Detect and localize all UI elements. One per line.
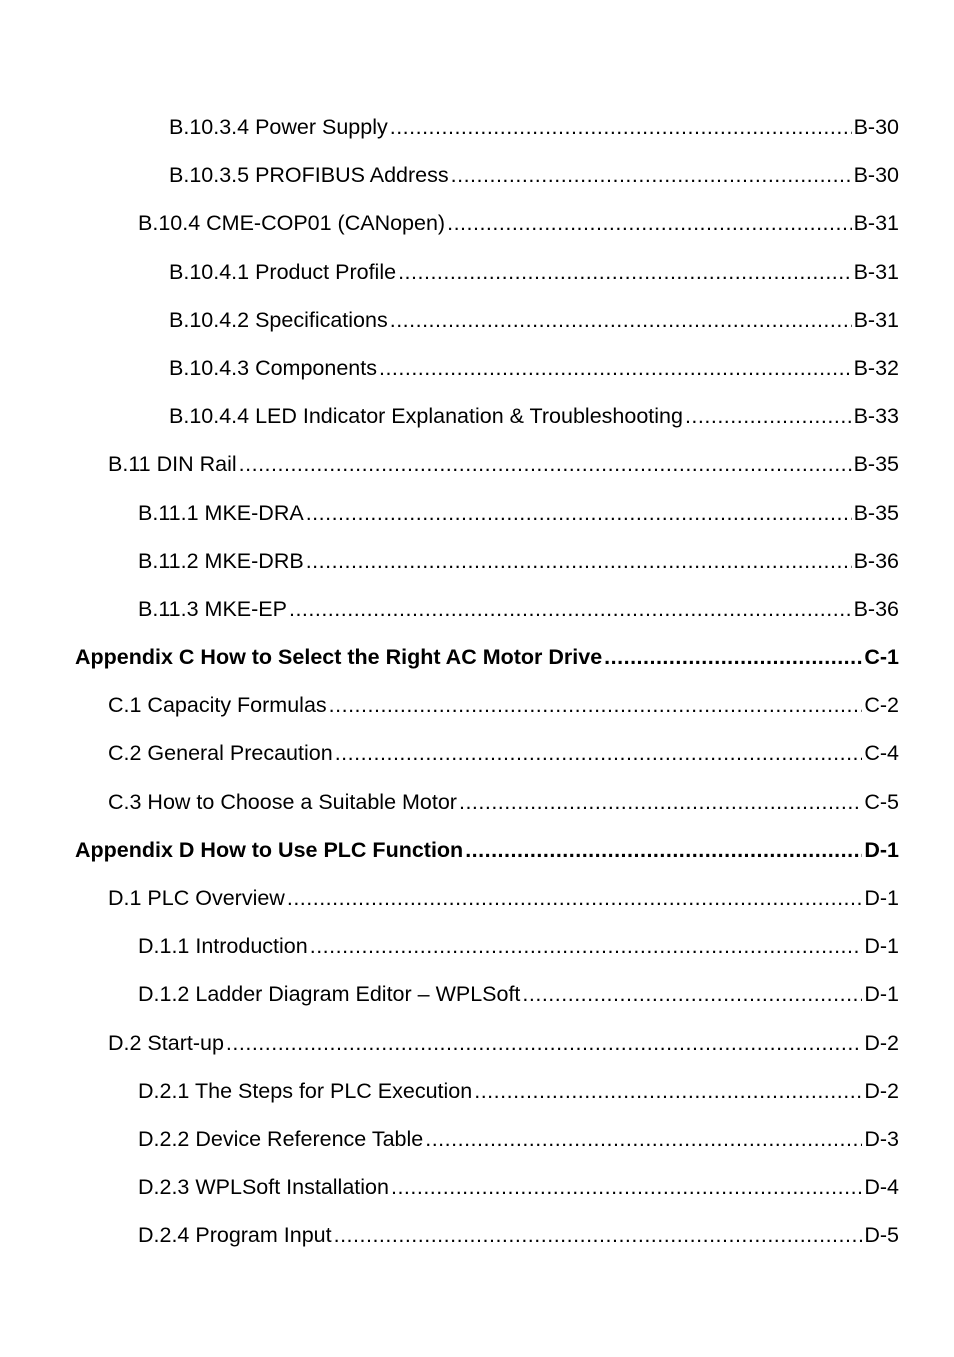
- toc-dot-leader: [390, 301, 852, 339]
- toc-entry-title: D.2.3 WPLSoft Installation: [138, 1175, 389, 1200]
- toc-entry[interactable]: [0, 253, 954, 301]
- toc-entry-page-number: D-1: [864, 837, 899, 862]
- toc-entry[interactable]: [0, 734, 954, 782]
- toc-entry[interactable]: [0, 542, 954, 590]
- toc-entry-title: D.2.2 Device Reference Table: [138, 1126, 424, 1151]
- toc-entry-page-number: C-1: [864, 645, 899, 670]
- toc-dot-leader: [335, 734, 863, 772]
- toc-entry[interactable]: [0, 301, 954, 349]
- toc-entry-page-number: B-30: [853, 163, 899, 188]
- toc-entry-page-number: C-5: [864, 789, 899, 814]
- toc-entry-page-number: D-2: [864, 1078, 899, 1103]
- toc-entry[interactable]: [0, 686, 954, 734]
- toc-entry[interactable]: [0, 397, 954, 445]
- toc-dot-leader: [459, 783, 862, 821]
- toc-dot-leader: [289, 590, 852, 628]
- toc-entry-page-number: C-4: [864, 741, 899, 766]
- toc-entry-title: B.10.4.4 LED Indicator Explanation & Troubleshooting: [169, 404, 683, 429]
- toc-entry-title: B.11.2 MKE-DRB: [138, 548, 304, 573]
- toc-dot-leader: [226, 1024, 862, 1062]
- toc-entry-title: B.10.4.1 Product Profile: [169, 259, 397, 284]
- toc-entry[interactable]: [0, 590, 954, 638]
- toc-dot-leader: [306, 494, 852, 532]
- toc-entry-page-number: B-35: [853, 500, 899, 525]
- toc-entry-page-number: B-31: [853, 211, 899, 236]
- toc-entry-title: D.1 PLC Overview: [108, 886, 285, 910]
- toc-entry-title: D.2 Start-up: [108, 1030, 224, 1055]
- toc-dot-leader: [306, 542, 852, 580]
- toc-entry-title: D.1.1 Introduction: [138, 934, 308, 959]
- toc-entry[interactable]: [0, 1120, 954, 1168]
- toc-dot-leader: [398, 253, 852, 291]
- toc-entry[interactable]: [0, 349, 954, 397]
- toc-entry[interactable]: [0, 783, 954, 831]
- toc-entry-page-number: D-5: [864, 1223, 899, 1248]
- toc-entry[interactable]: [0, 1024, 954, 1072]
- toc-entry-page-number: C-2: [864, 693, 899, 718]
- toc-dot-leader: [334, 1216, 863, 1254]
- toc-entry-page-number: D-2: [864, 1030, 899, 1055]
- toc-entry-title: D.2.4 Program Input: [138, 1223, 332, 1248]
- toc-dot-leader: [239, 445, 852, 483]
- toc-entry[interactable]: [0, 204, 954, 252]
- toc-entry-title: C.1 Capacity Formulas: [108, 693, 327, 718]
- toc-dot-leader: [310, 927, 863, 965]
- toc-entry-page-number: B-31: [853, 307, 899, 332]
- toc-dot-leader: [685, 397, 852, 435]
- toc-dot-leader: [390, 108, 852, 146]
- toc-entry[interactable]: [0, 879, 954, 927]
- toc-dot-leader: [604, 638, 862, 676]
- toc-entry[interactable]: [0, 108, 954, 156]
- toc-entry[interactable]: [0, 494, 954, 542]
- toc-entry[interactable]: [0, 1168, 954, 1216]
- toc-entry-title: Appendix D How to Use PLC Function: [75, 837, 464, 862]
- toc-entry[interactable]: [0, 445, 954, 493]
- toc-dot-leader: [465, 831, 862, 869]
- toc-dot-leader: [391, 1168, 862, 1206]
- toc-entry-page-number: B-32: [853, 355, 899, 380]
- table-of-contents: [0, 108, 954, 1265]
- toc-dot-leader: [287, 879, 863, 917]
- toc-entry-title: C.3 How to Choose a Suitable Motor: [108, 789, 457, 814]
- toc-dot-leader: [522, 975, 862, 1013]
- toc-entry-page-number: D-4: [864, 1175, 899, 1200]
- toc-dot-leader: [447, 204, 851, 242]
- toc-entry-title: Appendix C How to Select the Right AC Motor Drive: [75, 645, 603, 670]
- toc-entry-page-number: D-3: [864, 1126, 899, 1151]
- toc-entry-title: B.11 DIN Rail: [108, 452, 237, 477]
- toc-entry-page-number: B-31: [853, 259, 899, 284]
- toc-entry-title: B.11.1 MKE-DRA: [138, 500, 304, 525]
- toc-entry-page-number: D-1: [864, 982, 899, 1007]
- toc-entry-title: B.10.4 CME-COP01 (CANopen): [138, 211, 446, 236]
- toc-entry-page-number: B-36: [853, 548, 899, 573]
- toc-entry[interactable]: [0, 1072, 954, 1120]
- toc-entry-title: B.10.4.2 Specifications: [169, 307, 388, 332]
- toc-entry-page-number: B-30: [853, 115, 899, 139]
- toc-dot-leader: [379, 349, 852, 387]
- toc-entry[interactable]: [0, 156, 954, 204]
- toc-dot-leader: [425, 1120, 862, 1158]
- toc-entry[interactable]: [0, 831, 954, 879]
- toc-entry-title: D.1.2 Ladder Diagram Editor – WPLSoft: [138, 982, 521, 1007]
- toc-entry[interactable]: [0, 1216, 954, 1264]
- toc-dot-leader: [474, 1072, 862, 1110]
- toc-dot-leader: [451, 156, 852, 194]
- toc-entry[interactable]: [0, 638, 954, 686]
- toc-entry-title: B.10.3.4 Power Supply: [169, 115, 388, 139]
- toc-entry-page-number: B-35: [853, 452, 899, 477]
- toc-entry-title: B.10.4.3 Components: [169, 355, 377, 380]
- toc-entry-page-number: D-1: [864, 934, 899, 959]
- toc-entry-title: D.2.1 The Steps for PLC Execution: [138, 1078, 473, 1103]
- toc-entry-title: B.10.3.5 PROFIBUS Address: [169, 163, 449, 188]
- toc-entry-title: C.2 General Precaution: [108, 741, 333, 766]
- toc-dot-leader: [329, 686, 863, 724]
- toc-entry-title: B.11.3 MKE-EP: [138, 596, 287, 621]
- toc-entry-page-number: B-33: [853, 404, 899, 429]
- toc-entry-page-number: D-1: [864, 886, 899, 910]
- toc-entry-page-number: B-36: [853, 596, 899, 621]
- toc-entry[interactable]: [0, 975, 954, 1023]
- toc-entry[interactable]: [0, 927, 954, 975]
